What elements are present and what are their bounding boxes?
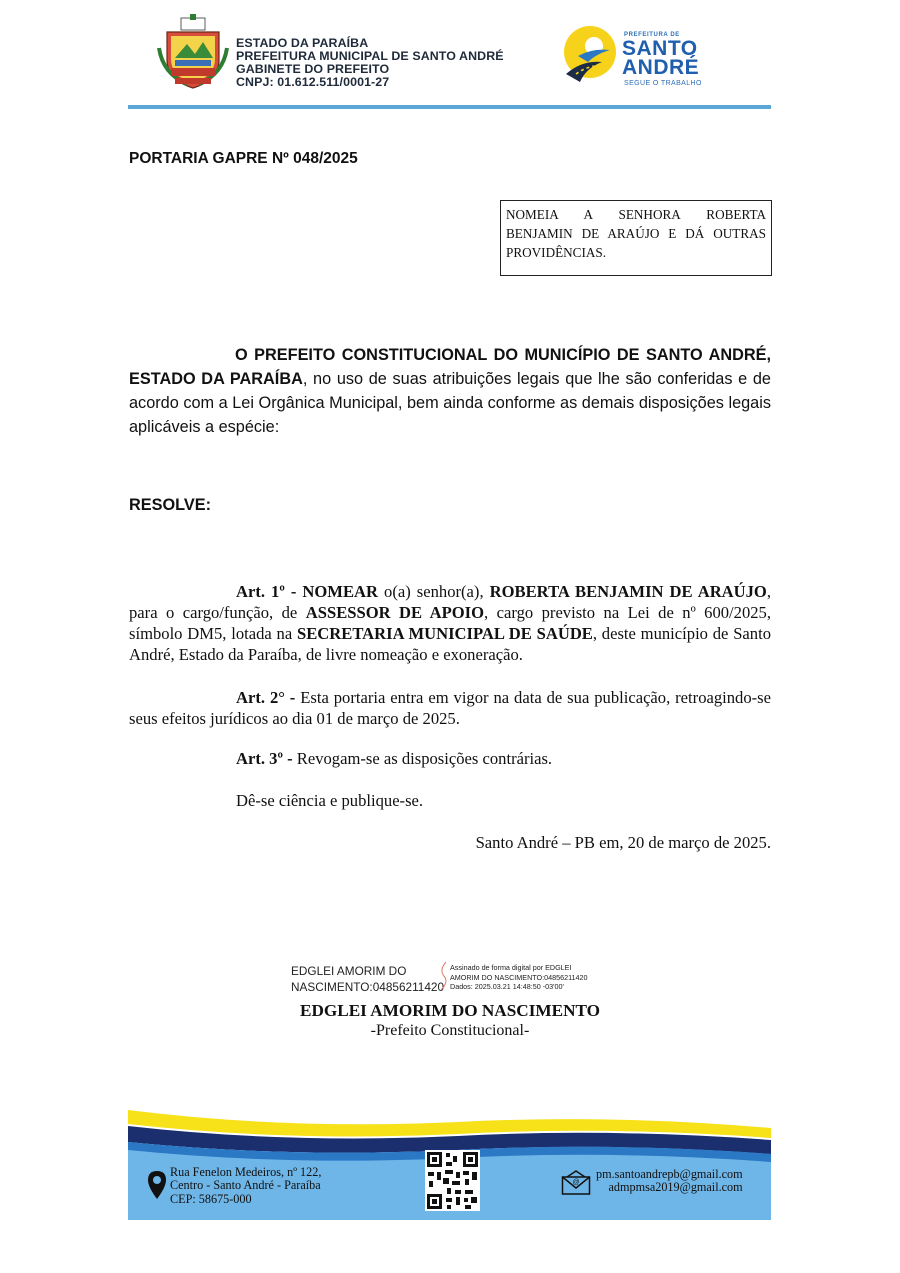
art1-text-2: , para o cargo/função, de [129, 582, 771, 622]
header-line-cnpj: CNPJ: 01.612.511/0001-27 [236, 75, 390, 89]
footer-address-line1: Rua Fenelon Medeiros, nº 122, [170, 1165, 322, 1179]
art1-text-1: o(a) senhor(a), [378, 582, 490, 601]
article-1 [129, 581, 771, 665]
header-institution-text [236, 37, 504, 89]
logo-slogan: SEGUE O TRABALHO [624, 80, 702, 87]
footer-address-line2: Centro - Santo André - Paraíba [170, 1178, 321, 1193]
footer-email-1[interactable]: pm.santoandrepb@gmail.com [596, 1167, 743, 1181]
art2-text: Esta portaria entra em vigor na data de sua publicação, retroagindo-se seus efeitos jurídicos ao dia 01 de março de 2025. [129, 688, 771, 728]
art1-text-4: , deste município de Santo André, Estado da Paraíba, de livre nomeação e exoneração. [129, 624, 771, 664]
header-line-prefeitura: PREFEITURA MUNICIPAL DE SANTO ANDRÉ [236, 49, 504, 63]
ementa-box: NOMEIA A SENHORA ROBERTA BENJAMIN DE ARAÚJO E DÁ OUTRAS PROVIDÊNCIAS. [500, 200, 772, 276]
header-line-gabinete: GABINETE DO PREFEITO [236, 62, 390, 76]
article-3 [236, 749, 552, 769]
art3-label: Art. 3º - [236, 749, 293, 768]
art1-name: ROBERTA BENJAMIN DE ARAÚJO [489, 582, 767, 601]
location-pin-icon [147, 1170, 167, 1200]
date-line: Santo André – PB em, 20 de março de 2025. [475, 833, 771, 852]
preamble-bold: O PREFEITO CONSTITUCIONAL DO MUNICÍPIO DE SANTO ANDRÉ, ESTADO DA PARAÍBA [129, 346, 771, 388]
article-2 [129, 687, 771, 729]
art1-secretaria: SECRETARIA MUNICIPAL DE SAÚDE [297, 624, 593, 643]
santo-andre-logo [558, 22, 718, 92]
portaria-title: PORTARIA GAPRE Nº 048/2025 [129, 150, 358, 167]
digital-signature-name-line1: EDGLEI AMORIM DO [291, 964, 407, 978]
svg-text:@: @ [572, 1179, 580, 1186]
resolve-heading: RESOLVE: [129, 496, 212, 514]
art1-text-3: , cargo previsto na Lei de nº 600/2025, símbolo DM5, lotada na [129, 603, 772, 643]
header-line-state: ESTADO DA PARAÍBA [236, 36, 369, 50]
ciencia-line: Dê-se ciência e publique-se. [236, 791, 424, 810]
signature-note-line1: Assinado de forma digital por EDGLEI [450, 963, 572, 972]
digital-signature-name-line2: NASCIMENTO:04856211420 [291, 980, 445, 994]
preamble-paragraph [129, 343, 771, 439]
signer-name: EDGLEI AMORIM DO NASCIMENTO [299, 1001, 601, 1020]
qr-code-icon[interactable] [425, 1150, 480, 1211]
logo-text-santo: SANTO [622, 37, 698, 60]
signature-note-line3: Dados: 2025.03.21 14:48:50 -03'00' [450, 982, 564, 992]
signer-role: -Prefeito Constitucional- [370, 1022, 530, 1039]
art1-cargo: ASSESSOR DE APOIO [305, 603, 485, 622]
logo-small-text: PREFEITURA DE [624, 32, 680, 38]
footer-address [170, 1166, 321, 1206]
footer-address-line3: CEP: 58675-000 [170, 1191, 252, 1206]
art1-label: Art. 1º - NOMEAR [236, 582, 379, 601]
signature-mark-icon [437, 960, 451, 992]
digital-signature-note [450, 963, 588, 992]
logo-sun-road-icon [558, 22, 622, 88]
art3-text: Revogam-se as disposições contrárias. [292, 749, 553, 768]
footer-email-2[interactable]: admpmsa2019@gmail.com [608, 1180, 743, 1195]
art2-label: Art. 2° - [236, 688, 296, 707]
preamble-text: , no uso de suas atribuições legais que lhe são conferidas e de acordo com a Lei Orgânica Municipal, bem ainda conforme as demais disposições legais aplicáveis a espécie: [129, 370, 771, 436]
digital-signature-name [291, 963, 444, 995]
signature-note-line2: AMORIM DO NASCIMENTO:04856211420 [450, 972, 588, 982]
coat-of-arms-icon [157, 14, 229, 90]
header-divider [128, 105, 771, 109]
logo-text-andre: ANDRÉ [622, 56, 700, 79]
email-icon [561, 1170, 591, 1196]
footer-emails [596, 1168, 743, 1195]
